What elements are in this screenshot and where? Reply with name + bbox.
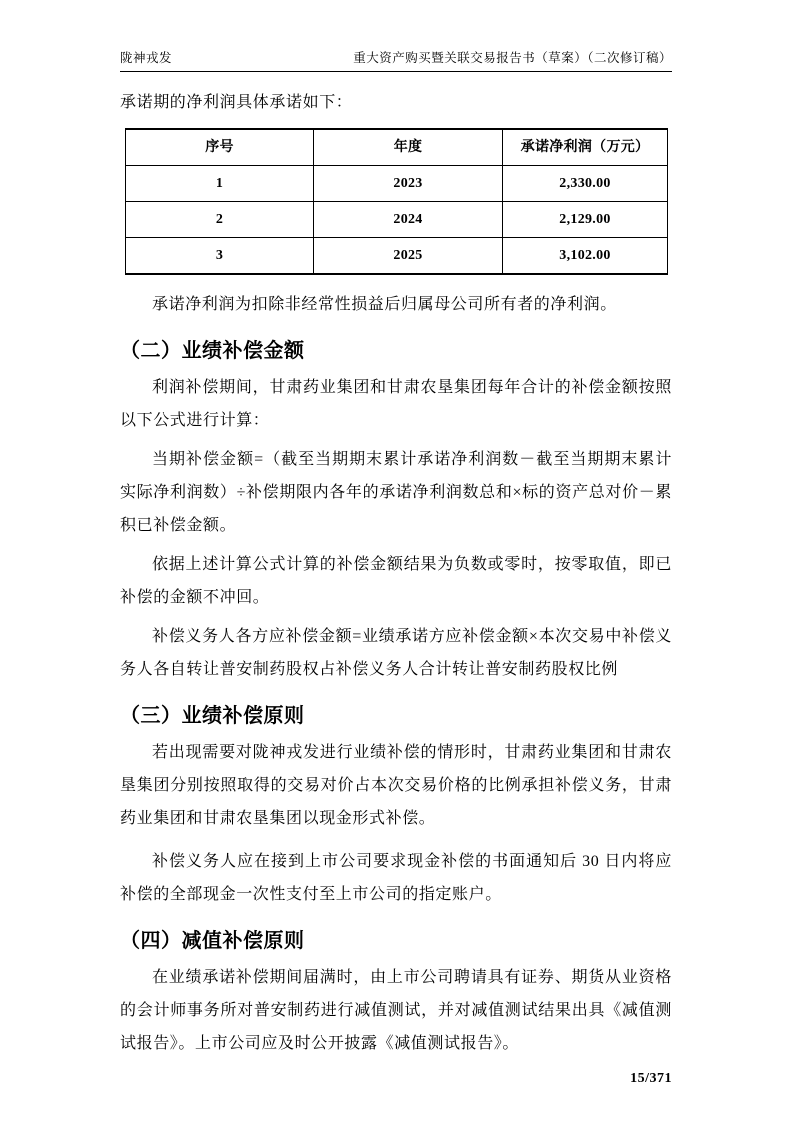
table-row [126, 166, 668, 202]
cell-year: 2025 [314, 238, 503, 275]
cell-seq: 3 [126, 238, 314, 275]
formula-paragraph: 当期补偿金额=（截至当期期末累计承诺净利润数－截至当期期末累计实际净利润数）÷补偿期限内各年的承诺净利润数总和×标的资产总对价－累积已补偿金额。 [120, 451, 672, 534]
cell-year: 2023 [314, 166, 503, 202]
table-row [126, 238, 668, 275]
table-row [126, 202, 668, 238]
column-header-profit: 承诺净利润（万元） [503, 129, 668, 166]
paragraph: 若出现需要对陇神戎发进行业绩补偿的情形时，甘肃药业集团和甘肃农垦集团分别按照取得的交易对价占本次交易价格的比例承担补偿义务，甘肃药业集团和甘肃农垦集团以现金形式补偿。 [120, 744, 672, 827]
paragraph: 利润补偿期间，甘肃药业集团和甘肃农垦集团每年合计的补偿金额按照以下公式进行计算： [120, 379, 672, 429]
table-note-paragraph: 承诺净利润为扣除非经常性损益后归属母公司所有者的净利润。 [152, 296, 617, 313]
document-body [120, 86, 672, 1095]
header-company-name: 陇神戎发 [120, 51, 173, 65]
cell-profit: 2,129.00 [503, 202, 668, 238]
net-profit-commitment-table [125, 128, 668, 275]
page-number: 15/371 [630, 1071, 672, 1086]
paragraph: 依据上述计算公式计算的补偿金额结果为负数或零时，按零取值，即已补偿的金额不冲回。 [120, 556, 672, 606]
cell-profit: 2,330.00 [503, 166, 668, 202]
section-heading-3: （三）业绩补偿原则 [120, 705, 305, 727]
paragraph: 补偿义务人应在接到上市公司要求现金补偿的书面通知后 30 日内将应补偿的全部现金一次性支付至上市公司的指定账户。 [120, 853, 672, 903]
page-header [120, 48, 672, 72]
table-header-row [126, 129, 668, 166]
header-report-title: 重大资产购买暨关联交易报告书（草案）（二次修订稿） [353, 51, 672, 65]
section-heading-4: （四）减值补偿原则 [120, 930, 305, 952]
paragraph: 在业绩承诺补偿期间届满时，由上市公司聘请具有证券、期货从业资格的会计师事务所对普安制药进行减值测试，并对减值测试结果出具《减值测试报告》。上市公司应及时公开披露《减值测试报告》。 [120, 969, 672, 1052]
formula-paragraph: 补偿义务人各方应补偿金额=业绩承诺方应补偿金额×本次交易中补偿义务人各自转让普安制药股权占补偿义务人合计转让普安制药股权比例 [120, 628, 672, 678]
cell-year: 2024 [314, 202, 503, 238]
cell-profit: 3,102.00 [503, 238, 668, 275]
section-heading-2: （二）业绩补偿金额 [120, 340, 305, 362]
cell-seq: 1 [126, 166, 314, 202]
cell-seq: 2 [126, 202, 314, 238]
column-header-seq: 序号 [126, 129, 314, 166]
column-header-year: 年度 [314, 129, 503, 166]
intro-paragraph: 承诺期的净利润具体承诺如下： [120, 94, 353, 111]
